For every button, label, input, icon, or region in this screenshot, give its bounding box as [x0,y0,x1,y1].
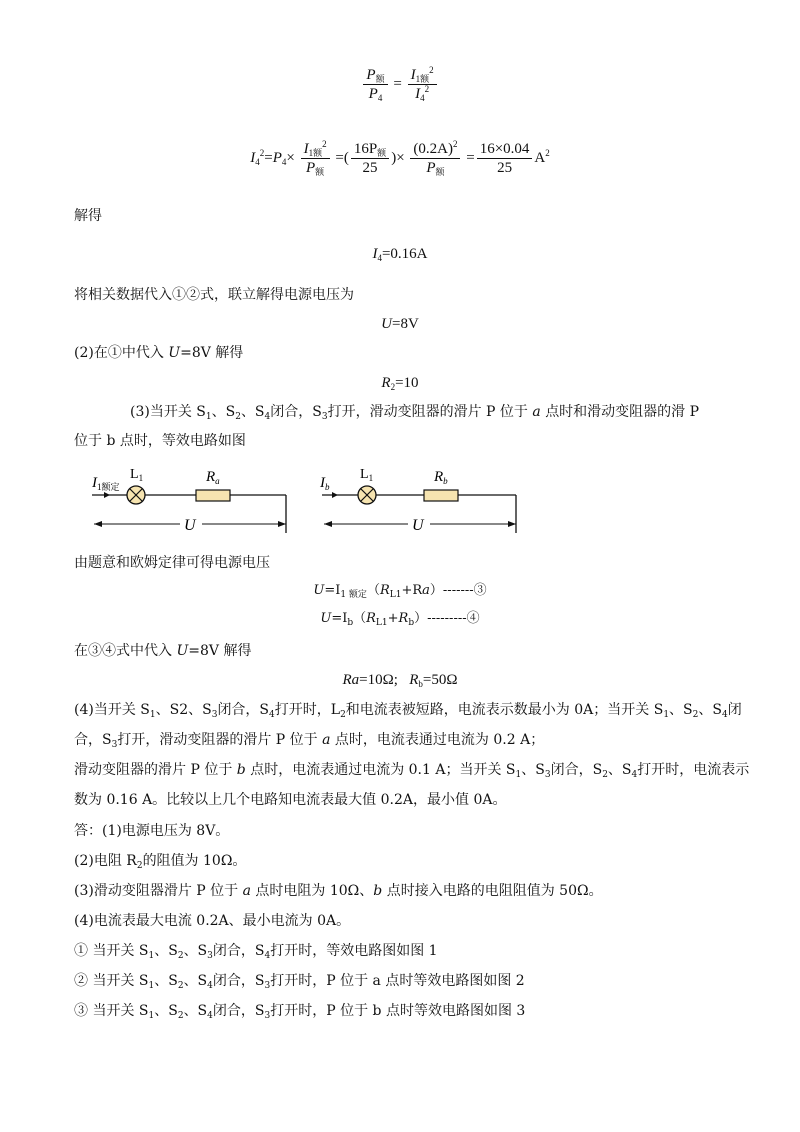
text-solve: 解得 [74,208,102,224]
voltage-label: U [184,517,196,534]
formula-i4: $I_4=0.16A$ [372,246,428,263]
answer-1: 答：(1)电源电压为 8V。 [74,823,230,839]
formula-r2: $R_2=10$ [381,375,419,392]
lamp-label: $L_1$ [360,467,374,483]
text-part4-cont: 合，$S_3$打开，滑动变阻器的滑片 P 位于 a 点时，电流表通过电流为 0.2 A； [74,732,545,750]
text-part3: (3)当开关 $S_1$、$S_2$、$S_4$闭合，$S_3$打开，滑动变阻器的滑片 P 位于 a 点时和滑动变阻器的滑 P [130,404,700,422]
circuit-diagram-a [84,463,294,535]
answer-3: (3)滑动变阻器滑片 P 位于 a 点时电阻为 10Ω、b 点时接入电路的电阻阻值为 50Ω。 [74,883,603,899]
current-label: $I_b$ [320,475,330,492]
text-part4: (4)当开关 $S_1$、S2、$S_3$闭合，$S_4$打开时，$L_2$和电流表被短路，电流表示数最小为 0A；当开关 $S_1$、$S_2$、$S_4$闭 [74,702,742,720]
note-1: ① 当开关 $S_1$、$S_2$、$S_3$闭合，$S_4$打开时，等效电路图如图 1 [74,943,438,961]
answer-2: (2)电阻 $R_2$的阻值为 10Ω。 [74,853,247,871]
text-part3-cont: 位于 b 点时，等效电路如图 [74,433,246,449]
resistor-label: $R_b$ [434,469,448,486]
text-part4-compare: 数为 0.16 A。比较以上几个电路知电流表最大值 0.2A，最小值 0A。 [74,792,507,808]
formula-power-ratio: $\frac{P_额}{P_4}$ = $\frac{I_{1额}^2}{I_4^2}$ [0,66,800,103]
text-substitute-34: 在③④式中代入 U=8V 解得 [74,643,252,659]
voltage-label: U [412,517,424,534]
text-substitute: 将相关数据代入①②式，联立解得电源电压为 [74,287,354,303]
text-part2: (2)在①中代入 U=8V 解得 [74,345,244,361]
equation-3: $U=I_{1 额定}(R_{L1}+Ra)-------③$ [313,583,487,600]
formula-ra-rb: Ra=10Ω; $R_b=50\Omega$ [342,672,458,689]
note-2: ② 当开关 $S_1$、$S_2$、$S_4$闭合，$S_3$打开时，P 位于 a 点时等效电路图如图 2 [74,973,525,991]
circuit-diagram-b [314,463,524,535]
formula-current-squared: $I_4^2=P_4\times$ $\frac{I_{1额}^2}{P_额}$ =( $\frac{16P_额}{25}$ )× $\frac{(0.2A)^2}{P_额}$ = $\frac{16\times 0.04}{25}$ $A^2$ [250,139,550,177]
lamp-label: $L_1$ [130,467,144,483]
current-label: $I_{1额定}$ [92,475,120,492]
resistor-icon [424,490,458,501]
resistor-label: $R_a$ [206,469,220,486]
text-ohm-law: 由题意和欧姆定律可得电源电压 [74,555,270,571]
formula-u: U=8V [381,316,419,332]
answer-4: (4)电流表最大电流 0.2A、最小电流为 0A。 [74,913,351,929]
text-part4-b: 滑动变阻器的滑片 P 位于 b 点时，电流表通过电流为 0.1 A；当开关 $S_1$、$S_3$闭合，$S_2$、$S_4$打开时，电流表示 [74,762,750,780]
equation-4: $U=I_b(R_{L1}+R_b)---------④$ [320,611,480,628]
resistor-icon [196,490,230,501]
note-3: ③ 当开关 $S_1$、$S_2$、$S_4$闭合，$S_3$打开时，P 位于 b 点时等效电路图如图 3 [74,1003,526,1021]
